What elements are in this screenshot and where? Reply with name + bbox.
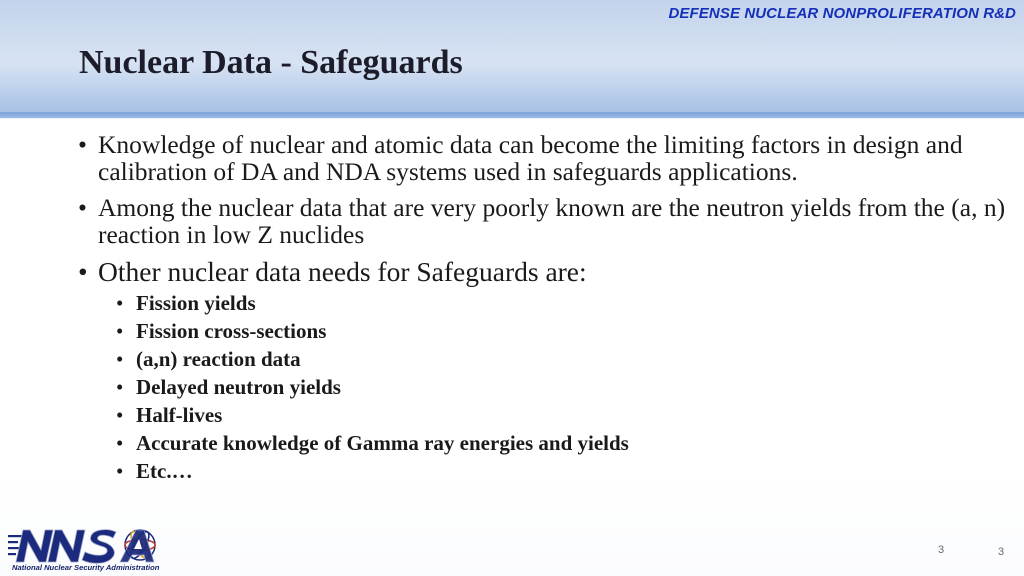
bullet-glyph: •	[116, 403, 124, 427]
page-title: Nuclear Data - Safeguards	[79, 44, 463, 81]
bullet-text: Among the nuclear data that are very poorly known are the neutron yields from the (a, n) reaction in low Z nuclides	[98, 193, 1006, 249]
bullet-glyph: •	[116, 459, 124, 483]
sub-bullet-item	[116, 317, 1008, 345]
sub-bullet-text: Fission cross-sections	[136, 319, 327, 343]
sub-bullet-text: Fission yields	[136, 291, 256, 315]
header-divider	[0, 112, 1024, 118]
bullet-list	[78, 131, 1008, 485]
bullet-glyph: •	[78, 193, 87, 222]
sub-bullet-text: Etc.…	[136, 459, 193, 483]
sub-bullet-text: Half-lives	[136, 403, 223, 427]
bullet-glyph: •	[116, 375, 124, 399]
bullet-glyph: •	[116, 319, 124, 343]
sub-bullet-text: Accurate knowledge of Gamma ray energies and yields	[136, 431, 629, 455]
bullet-item	[78, 194, 1008, 248]
logo-lettering	[16, 530, 116, 564]
bullet-text: Other nuclear data needs for Safeguards are:	[98, 256, 587, 287]
page-number-right: 3	[998, 546, 1005, 558]
logo-caption: National Nuclear Security Administration	[12, 563, 160, 572]
sub-bullet-item	[116, 429, 1008, 457]
org-label: DEFENSE NUCLEAR NONPROLIFERATION R&D	[668, 5, 1016, 22]
sub-bullet-list	[116, 289, 1008, 485]
bullet-glyph: •	[116, 431, 124, 455]
bullet-glyph: •	[78, 256, 88, 287]
sub-bullet-item	[116, 457, 1008, 485]
sub-bullet-item	[116, 345, 1008, 373]
bullet-item	[78, 257, 1008, 287]
sub-bullet-text: (a,n) reaction data	[136, 347, 301, 371]
page-number-left: 3	[938, 544, 945, 556]
bullet-glyph: •	[78, 130, 87, 159]
sub-bullet-item	[116, 289, 1008, 317]
sub-bullet-item	[116, 373, 1008, 401]
bullet-item	[78, 131, 1008, 185]
sub-bullet-item	[116, 401, 1008, 429]
bullet-text: Knowledge of nuclear and atomic data can become the limiting factors in design and calibration of DA and NDA systems used in safeguards applications.	[98, 130, 963, 186]
bullet-glyph: •	[116, 291, 124, 315]
bullet-glyph: •	[116, 347, 124, 371]
sub-bullet-text: Delayed neutron yields	[136, 375, 341, 399]
